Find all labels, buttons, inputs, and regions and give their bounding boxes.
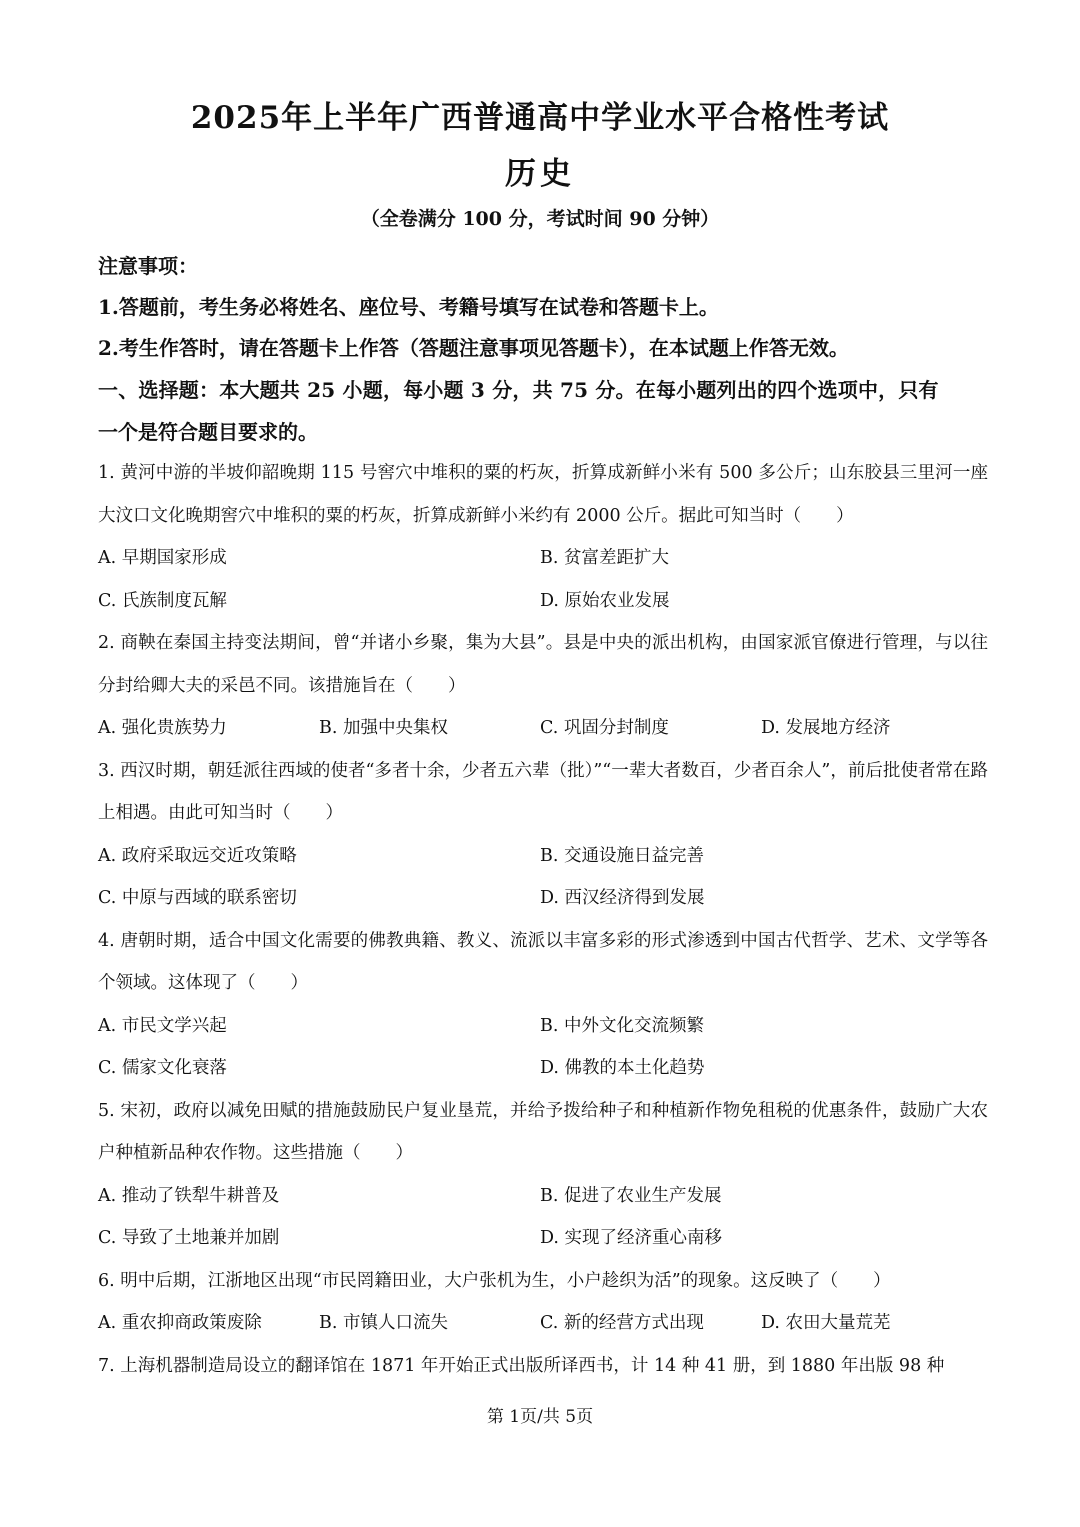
question-item <box>98 920 988 1090</box>
option-c: C. 新的经营方式出现 <box>540 1313 704 1333</box>
question-item <box>98 750 988 920</box>
option-b: B. 贫富差距扩大 <box>540 548 669 568</box>
question-stem: 2. 商鞅在秦国主持变法期间，曾“并诸小乡聚，集为大县”。县是中央的派出机构，由国家派官僚进行管理，与以往分封给卿大夫的采邑不同。该措施旨在（ ） <box>98 633 988 696</box>
option-a: A. 重农抑商政策废除 <box>98 1313 262 1333</box>
exam-title: 2025年上半年广西普通高中学业水平合格性考试 <box>190 100 890 136</box>
option-d: D. 西汉经济得到发展 <box>540 888 705 908</box>
question-stem: 4. 唐朝时期，适合中国文化需要的佛教典籍、教义、流派以丰富多彩的形式渗透到中国古代哲学、艺术、文学等各个领域。这体现了（ ） <box>98 930 988 993</box>
question-item <box>98 1090 988 1260</box>
question-item <box>98 622 988 750</box>
option-c: C. 导致了土地兼并加剧 <box>98 1228 280 1248</box>
option-a: A. 市民文学兴起 <box>98 1015 227 1036</box>
page-number: 第 1页/共 5页 <box>486 1407 594 1427</box>
option-b: B. 促进了农业生产发展 <box>540 1185 722 1206</box>
question-stem: 1. 黄河中游的半坡仰韶晚期 115 号窖穴中堆积的粟的朽灰，折算成新鲜小米有 500 多公斤；山东胶县三里河一座大汶口文化晚期窖穴中堆积的粟的朽灰，折算成新鲜小米约有 2000 公斤。据此可知当时（ ） <box>98 463 988 526</box>
section-heading-line: 一、选择题：本大题共 25 小题，每小题 3 分，共 75 分。在每小题列出的四个选项中，只有 <box>98 378 939 402</box>
option-b: B. 交通设施日益完善 <box>540 845 704 866</box>
option-group <box>98 707 988 750</box>
option-d: D. 发展地方经济 <box>761 718 891 738</box>
subject-title: 历史 <box>505 156 575 192</box>
question-stem: 5. 宋初，政府以减免田赋的措施鼓励民户复业垦荒，并给予拨给种子和种植新作物免租税的优惠条件，鼓励广大农户种植新品种农作物。这些措施（ ） <box>98 1100 988 1163</box>
question-item <box>98 1260 988 1345</box>
question-list <box>98 452 988 1387</box>
option-c: C. 中原与西域的联系密切 <box>98 888 297 908</box>
section-heading <box>98 369 988 453</box>
option-group <box>98 1175 988 1260</box>
question-stem: 3. 西汉时期，朝廷派往西域的使者“多者十余，少者五六辈（批）”“一辈大者数百，少者百余人”，前后批使者常在路上相遇。由此可知当时（ ） <box>98 760 988 823</box>
option-d: D. 农田大量荒芜 <box>761 1313 891 1333</box>
option-d: D. 原始农业发展 <box>540 590 670 611</box>
notice-block <box>98 246 988 453</box>
option-d: D. 实现了经济重心南移 <box>540 1228 723 1248</box>
question-item <box>98 452 988 622</box>
option-b: B. 中外文化交流频繁 <box>540 1015 704 1036</box>
option-group <box>98 537 988 622</box>
question-item <box>98 1345 988 1388</box>
option-group <box>98 1005 988 1090</box>
option-d: D. 佛教的本土化趋势 <box>540 1058 705 1078</box>
option-group <box>98 835 988 920</box>
option-c: C. 巩固分封制度 <box>540 718 669 738</box>
option-c: C. 氏族制度瓦解 <box>98 590 227 611</box>
question-stem: 6. 明中后期，江浙地区出现“市民罔籍田业，大户张机为生，小户趁织为活”的现象。这反映了（ ） <box>98 1270 891 1291</box>
section-heading-line: 一个是符合题目要求的。 <box>98 420 318 444</box>
option-a: A. 强化贵族势力 <box>98 718 227 738</box>
option-group <box>98 1302 988 1345</box>
option-a: A. 早期国家形成 <box>98 548 227 568</box>
option-b: B. 市镇人口流失 <box>319 1313 448 1333</box>
notice-item: 2.考生作答时，请在答题卡上作答（答题注意事项见答题卡），在本试题上作答无效。 <box>98 336 849 360</box>
option-b: B. 加强中央集权 <box>319 718 448 738</box>
exam-meta: （全卷满分 100 分，考试时间 90 分钟） <box>360 208 720 230</box>
question-stem: 7. 上海机器制造局设立的翻译馆在 1871 年开始正式出版所译西书，计 14 种 41 册，到 1880 年出版 98 种 <box>98 1355 945 1376</box>
notice-item: 1.答题前，考生务必将姓名、座位号、考籍号填写在试卷和答题卡上。 <box>98 295 719 319</box>
option-a: A. 推动了铁犁牛耕普及 <box>98 1185 280 1206</box>
option-c: C. 儒家文化衰落 <box>98 1058 227 1078</box>
option-a: A. 政府采取远交近攻策略 <box>98 845 297 866</box>
notice-heading: 注意事项： <box>98 254 198 278</box>
